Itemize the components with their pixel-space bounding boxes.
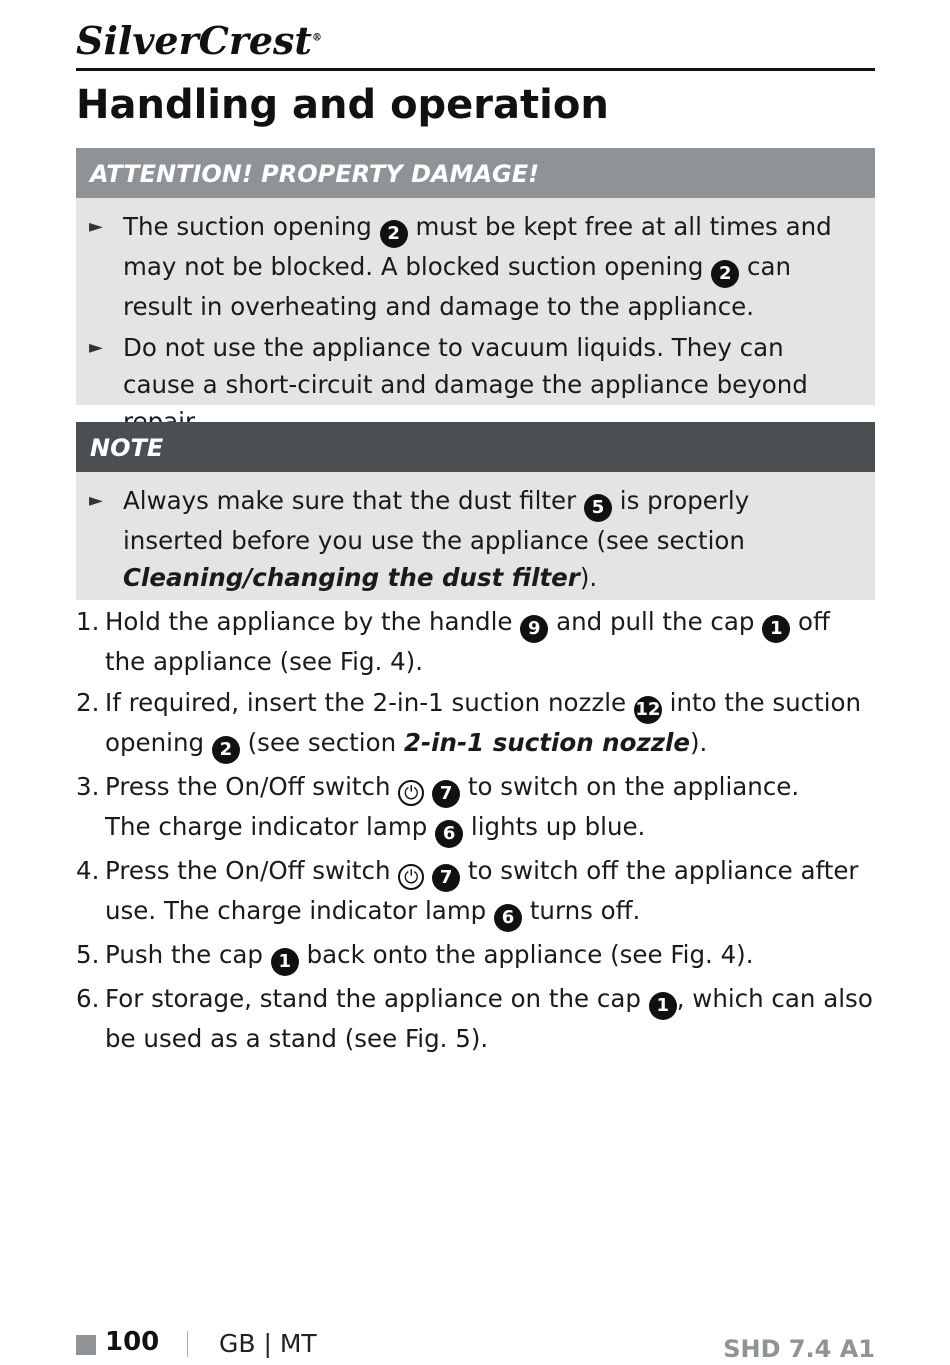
page-number: 100 bbox=[105, 1327, 160, 1357]
ref-number: 12 bbox=[634, 696, 662, 724]
ref-number: 6 bbox=[494, 904, 522, 932]
step-item: 4. Press the On/Off switch ⏻ 7 to switch off the appliance after use. The charge indicator lamp 6 turns off. bbox=[76, 852, 875, 932]
note-box bbox=[76, 422, 875, 600]
step-number: 4. bbox=[76, 856, 100, 885]
ref-number: 6 bbox=[435, 820, 463, 848]
ref-number: 1 bbox=[649, 992, 677, 1020]
footer-divider bbox=[187, 1331, 188, 1357]
warning-list bbox=[76, 198, 875, 440]
section-reference: Cleaning/changing the dust filter bbox=[123, 563, 580, 592]
registered-mark: ® bbox=[311, 32, 322, 44]
ref-number: 2 bbox=[380, 220, 408, 248]
footer-square-icon bbox=[76, 1335, 96, 1355]
step-number: 1. bbox=[76, 607, 100, 636]
step-number: 3. bbox=[76, 772, 100, 801]
brand-logo bbox=[76, 18, 322, 63]
page-title: Handling and operation bbox=[76, 82, 609, 128]
note-list bbox=[76, 472, 875, 596]
brand-name: SilverCrest bbox=[76, 18, 312, 63]
ref-number: 7 bbox=[432, 780, 460, 808]
ref-number: 2 bbox=[711, 260, 739, 288]
step-item: 6. For storage, stand the appliance on the cap 1 , which can also be used as a stand (see Fig. 5). bbox=[76, 980, 875, 1057]
bullet-arrow-icon: ► bbox=[89, 337, 103, 358]
step-number: 5. bbox=[76, 940, 100, 969]
bullet-arrow-icon: ► bbox=[89, 216, 103, 237]
ref-number: 1 bbox=[271, 948, 299, 976]
ref-number: 5 bbox=[584, 494, 612, 522]
model-number: SHD 7.4 A1 bbox=[723, 1335, 875, 1363]
step-item: 5. Push the cap 1 back onto the appliance (see Fig. 4). bbox=[76, 936, 875, 976]
power-icon: ⏻ bbox=[398, 864, 424, 890]
operation-steps bbox=[76, 603, 875, 1061]
page-footer bbox=[76, 1325, 875, 1365]
ref-number: 7 bbox=[432, 864, 460, 892]
warning-item: ► Do not use the appliance to vacuum liquids. They can cause a short-circuit and damage the appliance beyond bbox=[123, 329, 855, 440]
step-number: 6. bbox=[76, 984, 100, 1013]
step-item: 1. Hold the appliance by the handle 9 and pull the cap 1 off the appliance (see Fig. 4). bbox=[76, 603, 875, 680]
note-heading: NOTE bbox=[76, 422, 875, 472]
ref-number: 2 bbox=[212, 736, 240, 764]
warning-item: ► The suction opening 2 must be kept free at all times and may not be blocked. A blocked suction opening 2 can result in overheating and damage to the appliance. bbox=[123, 208, 855, 325]
property-damage-warning bbox=[76, 148, 875, 405]
step-number: 2. bbox=[76, 688, 100, 717]
step-item: 2. If required, insert the 2-in-1 suction nozzle 12 into the suction opening 2 (see section 2-in-1 suction nozzle). bbox=[76, 684, 875, 764]
section-reference: 2-in-1 suction nozzle bbox=[403, 728, 690, 757]
ref-number: 1 bbox=[762, 615, 790, 643]
language-codes: GB | MT bbox=[219, 1329, 317, 1358]
note-item: ► Always make sure that the dust filter 5 is properly inserted before you use the appliance (see section Cleaning/changing the dust filter). bbox=[123, 482, 855, 596]
bullet-arrow-icon: ► bbox=[89, 490, 103, 511]
power-icon: ⏻ bbox=[398, 780, 424, 806]
warning-heading: ATTENTION! PROPERTY DAMAGE! bbox=[76, 148, 875, 198]
ref-number: 9 bbox=[520, 615, 548, 643]
step-item: 3. Press the On/Off switch ⏻ 7 to switch on the appliance. The charge indicator lamp 6 lights up blue. bbox=[76, 768, 875, 848]
header-rule bbox=[76, 68, 875, 71]
